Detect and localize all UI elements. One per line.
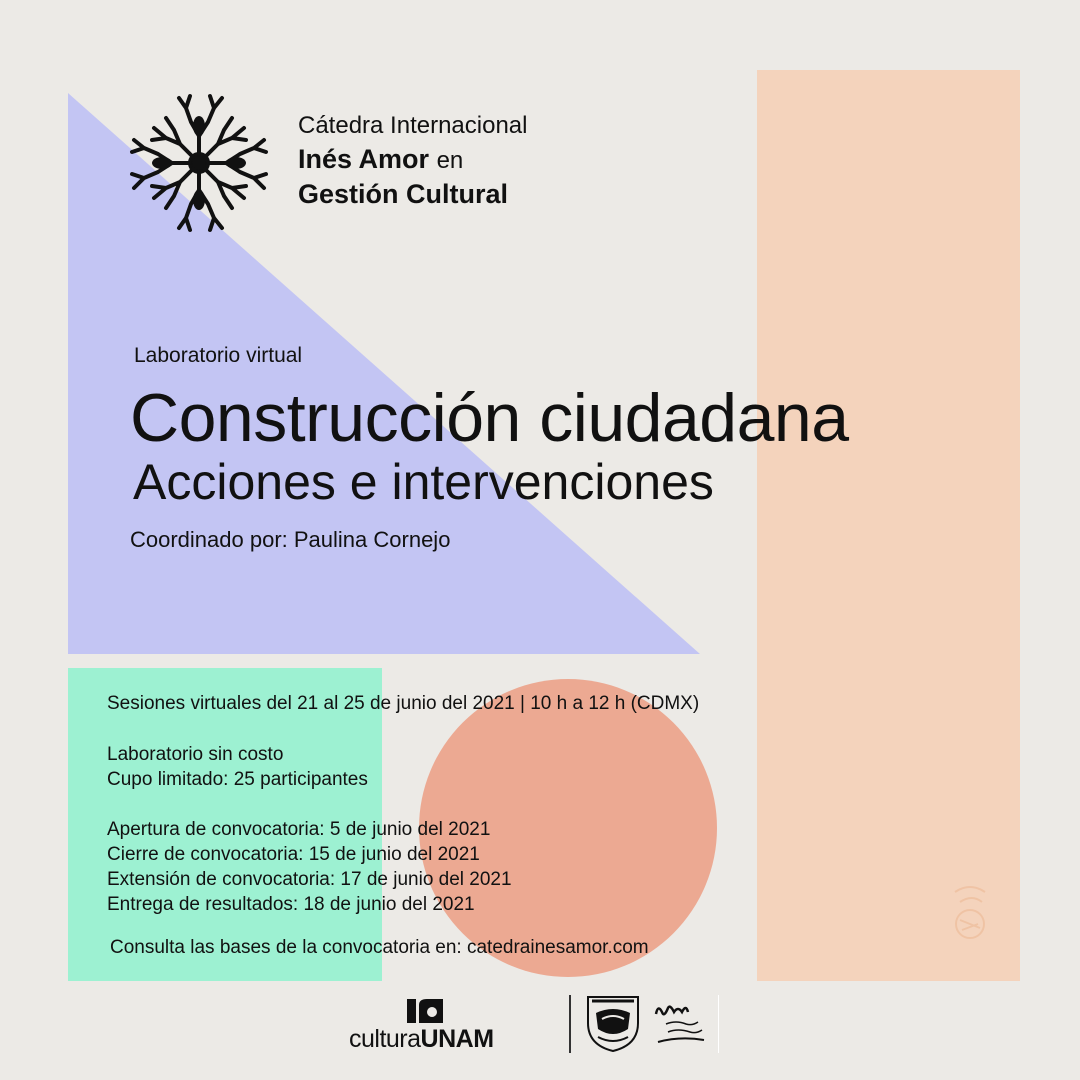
catedra-logo-text bbox=[298, 112, 527, 210]
logo-line-2 bbox=[298, 143, 527, 176]
footer-divider bbox=[569, 995, 571, 1053]
event-subtitle: Acciones e intervenciones bbox=[133, 454, 714, 510]
cost-info: Laboratorio sin costo bbox=[107, 744, 284, 765]
sessions-info: Sesiones virtuales del 21 al 25 de junio del 2021 | 10 h a 12 h (CDMX) bbox=[107, 693, 700, 714]
extension-date: Extensión de convocatoria: 17 de junio del 2021 bbox=[107, 869, 512, 890]
peach-rectangle bbox=[757, 70, 1020, 981]
opening-date: Apertura de convocatoria: 5 de junio del 2021 bbox=[107, 819, 491, 840]
cultura-bold: UNAM bbox=[420, 1025, 494, 1053]
results-date: Entrega de resultados: 18 de junio del 2021 bbox=[107, 894, 475, 915]
closing-date: Cierre de convocatoria: 15 de junio del 2021 bbox=[107, 844, 480, 865]
footer-divider-2 bbox=[718, 995, 719, 1053]
website-info: Consulta las bases de la convocatoria en: catedrainesamor.com bbox=[110, 937, 649, 958]
event-coordinator: Coordinado por: Paulina Cornejo bbox=[130, 527, 451, 552]
unam-nacion-script-logo bbox=[652, 1000, 708, 1046]
event-title: Construcción ciudadana bbox=[130, 380, 849, 456]
cultura-prefix: cultura bbox=[349, 1025, 421, 1053]
logo-line-2-rest: en bbox=[436, 146, 464, 174]
cultura-unam-logo-icon bbox=[405, 997, 447, 1025]
catedra-logo-icon bbox=[116, 86, 282, 240]
event-type: Laboratorio virtual bbox=[134, 344, 303, 367]
unam-seal-icon bbox=[584, 993, 642, 1053]
logo-line-1: Cátedra Internacional bbox=[298, 112, 528, 139]
logo-line-3: Gestión Cultural bbox=[298, 178, 509, 209]
cultura-unam-wordmark bbox=[349, 1025, 494, 1054]
logo-line-2-bold: Inés Amor bbox=[298, 143, 430, 174]
capacity-info: Cupo limitado: 25 participantes bbox=[107, 769, 368, 790]
